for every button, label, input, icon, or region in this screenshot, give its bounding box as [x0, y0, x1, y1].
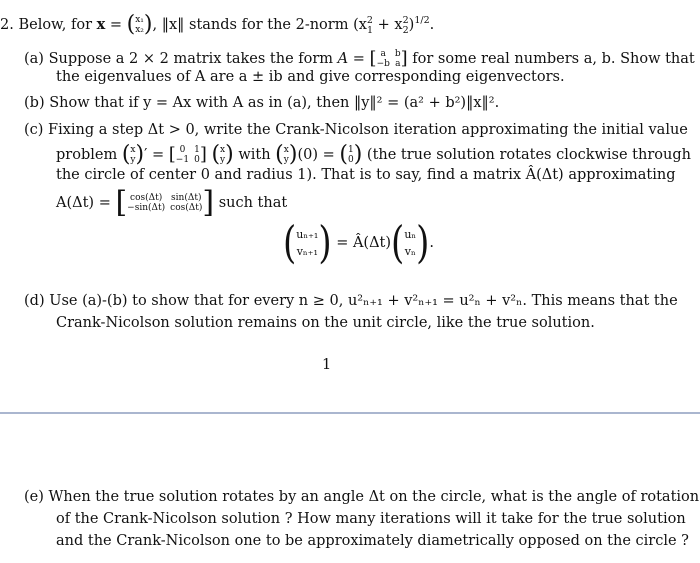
- part-c-text3: the circle of center 0 and radius 1). That is to say, find a matrix Â(Δt) approximating: [56, 167, 676, 183]
- part-b-label: (b): [24, 95, 45, 111]
- part-a-text2: the eigenvalues of A are a ± ib and give corresponding eigenvectors.: [56, 69, 565, 85]
- intro-eq: =: [109, 16, 123, 33]
- page-number: 1: [322, 357, 332, 373]
- part-c-A-def: A(Δt) =: [56, 195, 111, 211]
- intro-dot: .: [429, 16, 435, 33]
- matrix-cos-sin: cos(Δt) sin(Δt) −sin(Δt) cos(Δt): [127, 193, 203, 213]
- part-a-line2: [56, 66, 565, 89]
- part-e-line3: [56, 530, 689, 553]
- intro-text: Below, for: [18, 16, 92, 33]
- part-a-text-end: for some real numbers a, b. Show that: [412, 51, 695, 67]
- intro-x: x: [96, 15, 106, 33]
- part-e-line1: [24, 486, 699, 509]
- problem-number: 2.: [0, 16, 14, 33]
- intro-norm-text: , ‖x‖ stands for the 2-norm (x: [152, 16, 367, 33]
- part-c-label: (c): [24, 122, 44, 138]
- part-c-rotates: (the true solution rotates clockwise through: [366, 147, 691, 163]
- part-d-line2: [56, 312, 595, 335]
- vector-close-paren: ): [143, 11, 153, 37]
- matrix-a-b: a b −b a: [376, 49, 401, 69]
- part-b-text: Show that if y = Ax with A as in (a), then ‖y‖² = (a² + b²)‖x‖².: [49, 95, 500, 111]
- part-c-with: with: [238, 147, 271, 163]
- part-d-text1: Use (a)-(b) to show that for every n ≥ 0, u²ₙ₊₁ + v²ₙ₊₁ = u²ₙ + v²ₙ. This means that the: [49, 293, 678, 309]
- intro-close: ): [408, 16, 415, 33]
- matrix-rotation-small: 0 1 −1 0: [175, 145, 200, 165]
- part-d-line1: [24, 290, 678, 313]
- part-e-line2: [56, 508, 686, 531]
- intro-end: + x: [373, 16, 403, 33]
- part-a-A: A: [337, 51, 349, 67]
- part-e-text1: When the true solution rotates by an angle Δt on the circle, what is the angle of rotation: [48, 489, 700, 505]
- problem-intro: 2. Below, for x = ( x₁ x₂ ), ‖x‖ stands for the 2-norm $(x^2_1 + x^2_2)^{1/2}$.: [0, 11, 435, 37]
- part-a-text: Suppose a 2 × 2 matrix takes the form: [48, 51, 334, 67]
- intro-exponent: 1/2: [414, 15, 430, 26]
- part-d-text2: Crank-Nicolson solution remains on the unit circle, like the true solution.: [56, 315, 595, 331]
- part-c-problem: problem: [56, 147, 118, 163]
- part-c-initial: (0) =: [297, 147, 335, 163]
- part-d-label: (d): [24, 293, 45, 309]
- part-a-line1: (a) Suppose a 2 × 2 matrix takes the form A = [ a b −b a ] for some real numbers a, b. Show that: [24, 48, 695, 69]
- part-b: [24, 92, 499, 115]
- part-c-such-that: such that: [218, 195, 288, 211]
- part-c-line4: A(Δt) = [ cos(Δt) sin(Δt) −sin(Δt) cos(Δt) ] such that: [56, 185, 288, 220]
- part-e-text2: of the Crank-Nicolson solution ? How many iterations will it take for the true solution: [56, 511, 686, 527]
- part-c-line2: problem ( x y )′ = [ 0 1 −1 0 ] ( x y ) with ( x y )(0) = ( 1 0 ) (the true solution rotates clockwise through: [56, 142, 691, 167]
- page-divider: [0, 412, 700, 414]
- part-c-text1: Fixing a step Δt > 0, write the Crank-Nicolson iteration approximating the initial value: [48, 122, 688, 138]
- part-c-line3: [56, 164, 676, 187]
- equation-mid: = Â(Δt): [336, 235, 392, 251]
- display-equation: ( uₙ₊₁ vₙ₊₁ ) = Â(Δt)( uₙ vₙ ).: [283, 217, 435, 269]
- part-c-line1: [24, 119, 688, 142]
- part-e-text3: and the Crank-Nicolson one to be approximately diametrically opposed on the circle ?: [56, 533, 689, 549]
- part-e-label: (e): [24, 489, 44, 505]
- vector-open-paren: (: [126, 11, 136, 37]
- vector-x1-x2: x₁ x₂: [135, 14, 144, 35]
- part-a-label: (a): [24, 51, 44, 67]
